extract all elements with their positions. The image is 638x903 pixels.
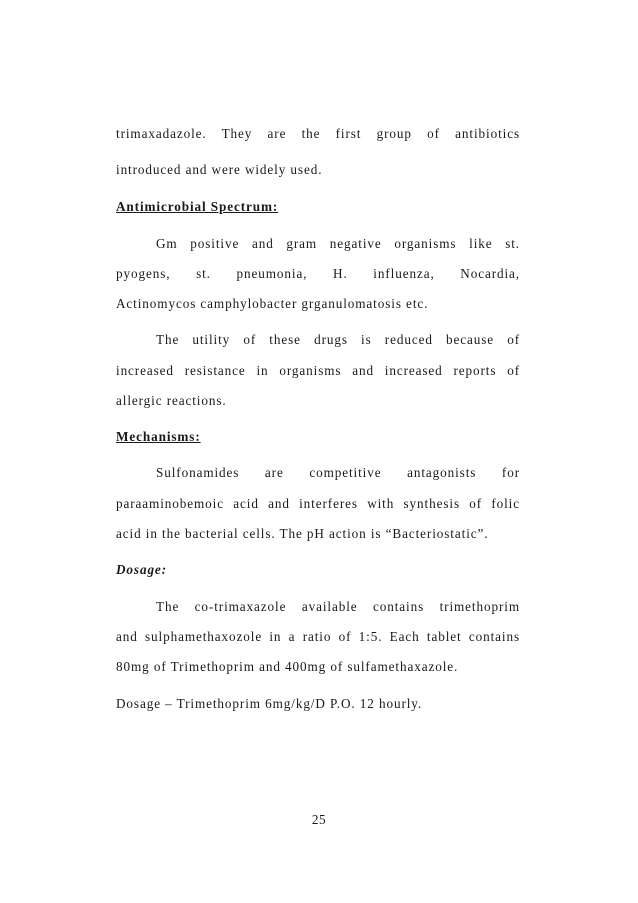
heading-antimicrobial-spectrum: Antimicrobial Spectrum: <box>116 199 279 214</box>
dosage-line-3: 80mg of Trimethoprim and 400mg of sulfamethaxazole. <box>116 659 459 674</box>
dosage-line-1: The co-trimaxazole available contains trimethoprim <box>156 599 520 614</box>
heading-dosage: Dosage: <box>116 562 167 577</box>
spectrum-line-2: pyogens, st. pneumonia, H. influenza, Nocardia, <box>116 266 520 281</box>
dosage-line-4: Dosage – Trimethoprim 6mg/kg/D P.O. 12 hourly. <box>116 696 423 711</box>
intro-line-2: introduced and were widely used. <box>116 162 323 177</box>
utility-line-1: The utility of these drugs is reduced because of <box>156 332 520 347</box>
mechanisms-line-2: paraaminobemoic acid and interferes with synthesis of folic <box>116 496 520 511</box>
utility-line-3: allergic reactions. <box>116 393 227 408</box>
heading-mechanisms: Mechanisms: <box>116 429 201 444</box>
spectrum-line-1: Gm positive and gram negative organisms like st. <box>156 236 520 251</box>
intro-line-1: trimaxadazole. They are the first group of antibiotics <box>116 126 520 141</box>
page-number: 25 <box>311 812 327 827</box>
mechanisms-line-3: acid in the bacterial cells. The pH action is “Bacteriostatic”. <box>116 526 489 541</box>
mechanisms-line-1: Sulfonamides are competitive antagonists for <box>156 465 520 480</box>
spectrum-line-3: Actinomycos camphylobacter grganulomatosis etc. <box>116 296 429 311</box>
dosage-line-2: and sulphamethaxozole in a ratio of 1:5. Each tablet contains <box>116 629 520 644</box>
utility-line-2: increased resistance in organisms and increased reports of <box>116 363 520 378</box>
